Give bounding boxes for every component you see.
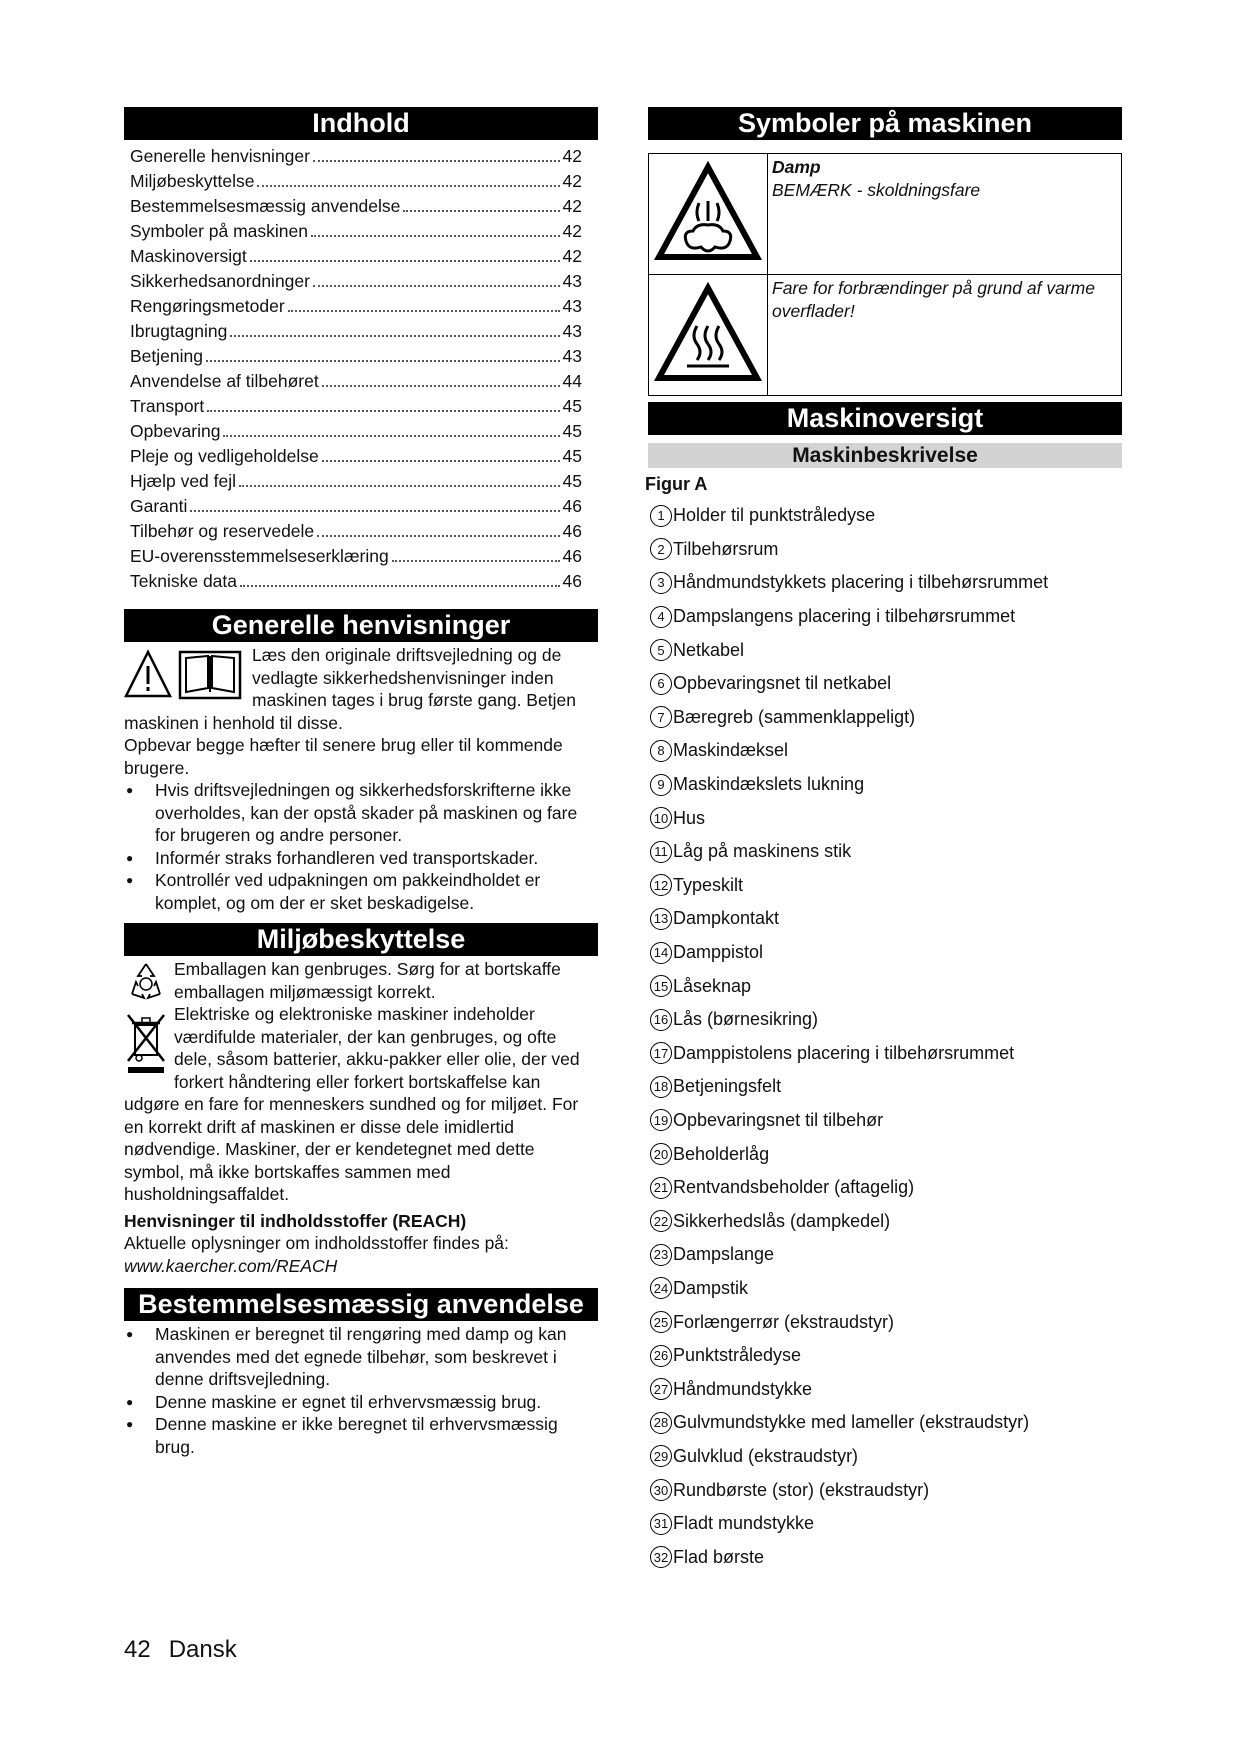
- part-number-badge: 3: [650, 572, 672, 594]
- footer-language: Dansk: [168, 1636, 237, 1663]
- overview-heading: Maskinoversigt: [648, 402, 1122, 435]
- environment-packaging: Emballagen kan genbruges. Sørg for at bortskaffe emballagen miljømæssigt korrekt.: [174, 959, 561, 1002]
- list-item: ● Hvis driftsvejledningen og sikkerhedsforskrifterne ikke overholdes, kan der opstå skader på maskinen og fare for brugeren og andre personer.: [124, 779, 598, 847]
- page-footer: [124, 1636, 237, 1664]
- toc-leader: [240, 585, 560, 587]
- toc-entry-page: 43: [562, 321, 582, 341]
- part-label: Holder til punktstråledyse: [673, 505, 876, 526]
- part-number-badge: 11: [650, 841, 672, 863]
- symbols-heading: Symboler på maskinen: [648, 107, 1122, 140]
- toc-entry[interactable]: [130, 544, 582, 569]
- part-number-badge: 6: [650, 673, 672, 695]
- part-label: Gulvmundstykke med lameller (ekstraudstyr): [673, 1412, 1030, 1433]
- list-item: [648, 701, 1122, 735]
- reach-title: Henvisninger til indholdsstoffer (REACH): [124, 1210, 467, 1231]
- part-label: Lås (børnesikring): [673, 1009, 819, 1030]
- list-item: [648, 1305, 1122, 1339]
- toc-entry-page: 42: [562, 171, 582, 191]
- toc-entry[interactable]: [130, 194, 582, 219]
- toc-entry[interactable]: [130, 219, 582, 244]
- warning-manual-icons: [124, 646, 244, 707]
- left-column: [124, 107, 598, 1458]
- part-number-badge: 17: [650, 1042, 672, 1064]
- toc-leader: [322, 385, 560, 387]
- part-label: Sikkerhedslås (dampkedel): [673, 1210, 891, 1231]
- list-item: [648, 1339, 1122, 1373]
- toc-entry-title: EU-overensstemmelseserklæring: [130, 546, 389, 566]
- toc-entry[interactable]: [130, 369, 582, 394]
- toc-entry-title: Maskinoversigt: [130, 246, 247, 266]
- list-item: [648, 1003, 1122, 1037]
- part-label: Maskindæksel: [673, 740, 789, 761]
- list-item: [648, 869, 1122, 903]
- toc-entry-page: 46: [562, 546, 582, 566]
- part-number-badge: 9: [650, 774, 672, 796]
- toc-leader: [322, 460, 560, 462]
- reach-url: www.kaercher.com/REACH: [124, 1255, 338, 1276]
- toc-entry-title: Anvendelse af tilbehøret: [130, 371, 319, 391]
- part-number-badge: 30: [650, 1479, 672, 1501]
- toc-entry[interactable]: [130, 244, 582, 269]
- part-label: Opbevaringsnet til tilbehør: [673, 1109, 884, 1130]
- list-item: [648, 633, 1122, 667]
- part-number-badge: 18: [650, 1076, 672, 1098]
- toc-entry-page: 44: [562, 371, 582, 391]
- part-label: Typeskilt: [673, 874, 744, 895]
- part-number-badge: 4: [650, 606, 672, 628]
- part-label: Dampslangens placering i tilbehørsrummet: [673, 606, 1016, 627]
- list-item: [648, 1540, 1122, 1574]
- part-label: Beholderlåg: [673, 1143, 770, 1164]
- part-number-badge: 19: [650, 1109, 672, 1131]
- toc-entry-page: 46: [562, 571, 582, 591]
- list-item: [648, 1104, 1122, 1138]
- list-item: [648, 801, 1122, 835]
- toc-entry-page: 45: [562, 396, 582, 416]
- parts-list: [648, 499, 1122, 1574]
- part-number-badge: 12: [650, 874, 672, 896]
- toc-entry[interactable]: [130, 294, 582, 319]
- part-number-badge: 29: [650, 1445, 672, 1467]
- figure-label: Figur A: [645, 474, 708, 494]
- toc-entry-title: Symboler på maskinen: [130, 221, 308, 241]
- toc-leader: [250, 260, 560, 262]
- list-item: [648, 1272, 1122, 1306]
- general-heading: Generelle henvisninger: [124, 609, 598, 642]
- toc-entry-page: 46: [562, 521, 582, 541]
- list-item: [648, 969, 1122, 1003]
- part-number-badge: 26: [650, 1345, 672, 1367]
- toc-leader: [223, 435, 559, 437]
- manual-book-icon: [180, 652, 240, 698]
- general-section: [124, 644, 598, 914]
- overview-subheading: Maskinbeskrivelse: [648, 443, 1122, 468]
- weee-icon-wrap: [124, 1011, 168, 1082]
- part-label: Flad børste: [673, 1546, 765, 1567]
- toc-leader: [311, 235, 560, 237]
- symbol-cell: [649, 275, 768, 395]
- part-number-badge: 13: [650, 908, 672, 930]
- toc-entry-title: Ibrugtagning: [130, 321, 228, 341]
- list-item: [648, 1473, 1122, 1507]
- part-label: Damppistolens placering i tilbehørsrummet: [673, 1042, 1015, 1063]
- list-item: ● Denne maskine er ikke beregnet til erhvervsmæssig brug.: [124, 1413, 598, 1458]
- list-item: [648, 566, 1122, 600]
- toc-entry-title: Opbevaring: [130, 421, 221, 441]
- part-number-badge: 27: [650, 1378, 672, 1400]
- toc-entry-title: Tekniske data: [130, 571, 238, 591]
- toc-entry-page: 43: [562, 346, 582, 366]
- list-item: [648, 1137, 1122, 1171]
- toc-entry-page: 45: [562, 471, 582, 491]
- toc-entry-title: Generelle henvisninger: [130, 146, 310, 166]
- list-item: ● Maskinen er beregnet til rengøring med damp og kan anvendes med det egnede tilbehør, som beskrevet i denne driftsvejledning.: [124, 1323, 598, 1391]
- list-item: [648, 600, 1122, 634]
- list-item: [648, 734, 1122, 768]
- part-number-badge: 21: [650, 1177, 672, 1199]
- list-item: [648, 1037, 1122, 1071]
- toc-leader: [288, 310, 560, 312]
- table-row: [649, 154, 1121, 274]
- part-number-badge: 25: [650, 1311, 672, 1333]
- part-label: Hus: [673, 807, 706, 828]
- reach-text: Aktuelle oplysninger om indholdsstoffer findes på:: [124, 1233, 509, 1253]
- toc-leader: [257, 185, 559, 187]
- toc-entry-title: Pleje og vedligeholdelse: [130, 446, 319, 466]
- toc-entry-page: 46: [562, 496, 582, 516]
- part-number-badge: 32: [650, 1546, 672, 1568]
- toc-leader: [392, 560, 560, 562]
- intended-use-heading: Bestemmelsesmæssig anvendelse: [124, 1288, 598, 1321]
- list-item: [648, 499, 1122, 533]
- toc-entry-title: Miljøbeskyttelse: [130, 171, 255, 191]
- part-number-badge: 5: [650, 639, 672, 661]
- list-item: [648, 1070, 1122, 1104]
- part-label: Håndmundstykkets placering i tilbehørsrummet: [673, 572, 1049, 593]
- toc-entry-title: Garanti: [130, 496, 188, 516]
- toc-entry[interactable]: [130, 444, 582, 469]
- toc-entry-title: Betjening: [130, 346, 203, 366]
- list-item: [648, 768, 1122, 802]
- toc-entry-page: 43: [562, 296, 582, 316]
- part-number-badge: 31: [650, 1513, 672, 1535]
- toc-entry-title: Bestemmelsesmæssig anvendelse: [130, 196, 401, 216]
- part-label: Låseknap: [673, 975, 752, 996]
- toc-entry[interactable]: [130, 569, 582, 594]
- steam-warning-icon: [653, 159, 763, 269]
- crossed-bin-icon: [124, 1011, 168, 1077]
- toc-entry-page: 45: [562, 421, 582, 441]
- part-label: Bæregreb (sammenklappeligt): [673, 706, 916, 727]
- list-item: [648, 667, 1122, 701]
- environment-section: [124, 958, 598, 1277]
- toc-entry[interactable]: [130, 494, 582, 519]
- symbol-description: [768, 275, 1121, 395]
- part-label: Rentvandsbeholder (aftagelig): [673, 1177, 915, 1198]
- toc-entry[interactable]: [130, 394, 582, 419]
- part-number-badge: 23: [650, 1244, 672, 1266]
- symbol-cell: [649, 154, 768, 274]
- list-item: [648, 1440, 1122, 1474]
- list-item: ● Kontrollér ved udpakningen om pakkeindholdet er komplet, og om der er sket beskadigelse.: [124, 869, 598, 914]
- environment-heading: Miljøbeskyttelse: [124, 923, 598, 956]
- toc-entry[interactable]: [130, 269, 582, 294]
- part-label: Rundbørste (stor) (ekstraudstyr): [673, 1479, 930, 1500]
- part-number-badge: 7: [650, 706, 672, 728]
- list-item: [648, 1238, 1122, 1272]
- toc-leader: [190, 510, 559, 512]
- symbol-text: Fare for forbrændinger på grund af varme overflader!: [772, 278, 1095, 321]
- table-row: [649, 274, 1121, 395]
- part-number-badge: 1: [650, 505, 672, 527]
- toc-entry[interactable]: [130, 469, 582, 494]
- warning-triangle-icon: [124, 646, 244, 702]
- list-item: [648, 902, 1122, 936]
- hot-surface-warning-icon: [653, 280, 763, 390]
- toc-leader: [313, 160, 560, 162]
- toc-entry-page: 42: [562, 246, 582, 266]
- toc-leader: [207, 410, 559, 412]
- toc-entry[interactable]: [130, 344, 582, 369]
- part-number-badge: 14: [650, 942, 672, 964]
- toc-leader: [403, 210, 559, 212]
- toc-leader: [239, 485, 560, 487]
- part-label: Tilbehørsrum: [673, 538, 779, 559]
- part-number-badge: 15: [650, 975, 672, 997]
- part-number-badge: 22: [650, 1210, 672, 1232]
- toc-entry[interactable]: [130, 169, 582, 194]
- toc-leader: [206, 360, 560, 362]
- part-label: Forlængerrør (ekstraudstyr): [673, 1311, 895, 1332]
- toc-entry-title: Sikkerhedsanordninger: [130, 271, 310, 291]
- toc-entry[interactable]: [130, 144, 582, 169]
- symbol-text: BEMÆRK - skoldningsfare: [772, 179, 981, 200]
- toc-entry-page: 45: [562, 446, 582, 466]
- toc-entry-page: 42: [562, 221, 582, 241]
- list-item: [648, 1507, 1122, 1541]
- page-number: 42: [124, 1636, 151, 1663]
- toc-entry[interactable]: [130, 519, 582, 544]
- intended-use-bullets: [124, 1323, 598, 1458]
- toc-entry[interactable]: [130, 419, 582, 444]
- general-intro: Læs den originale driftsvejledning og de vedlagte sikkerhedshenvisninger inden maskinen tages i brug første gang. Betjen maskinen i henhold til disse.: [124, 645, 576, 733]
- right-column: [645, 107, 1122, 1574]
- list-item: [648, 1406, 1122, 1440]
- toc-leader: [230, 335, 559, 337]
- list-item: [648, 1204, 1122, 1238]
- toc-heading: Indhold: [124, 107, 598, 140]
- toc-entry-title: Tilbehør og reservedele: [130, 521, 315, 541]
- part-number-badge: 20: [650, 1143, 672, 1165]
- list-item: [648, 533, 1122, 567]
- toc-entry-page: 43: [562, 271, 582, 291]
- toc-entry-title: Hjælp ved fejl: [130, 471, 237, 491]
- part-label: Dampkontakt: [673, 908, 780, 929]
- part-label: Maskindækslets lukning: [673, 774, 865, 795]
- toc-leader: [313, 285, 560, 287]
- part-label: Netkabel: [673, 639, 745, 660]
- part-label: Gulvklud (ekstraudstyr): [673, 1445, 859, 1466]
- symbol-title: Damp: [772, 157, 821, 177]
- environment-electronics: Elektriske og elektroniske maskiner indeholder værdifulde materialer, der kan genbruges, og ofte dele, såsom batterier, akku-pakker eller olie, der ved forkert håndtering eller forkert bortskaffelse kan udgøre en fare for menneskers sundhed og for miljøet. For en korrekt drift af maskinen er disse dele imidlertid nødvendige. Maskiner, der er kendetegnet med dette symbol, må ikke bortskaffes sammen med husholdningsaffaldet.: [124, 1004, 580, 1204]
- list-item: [648, 1171, 1122, 1205]
- part-number-badge: 16: [650, 1009, 672, 1031]
- general-keep: Opbevar begge hæfter til senere brug eller til kommende brugere.: [124, 735, 563, 778]
- list-item: [648, 835, 1122, 869]
- symbol-description: [768, 154, 1121, 274]
- part-number-badge: 8: [650, 740, 672, 762]
- list-item: ● Denne maskine er egnet til erhvervsmæssig brug.: [124, 1391, 598, 1414]
- toc-entry[interactable]: [130, 319, 582, 344]
- recycle-icon-wrap: [124, 960, 168, 1009]
- part-label: Fladt mundstykke: [673, 1513, 815, 1534]
- part-label: Betjeningsfelt: [673, 1076, 782, 1097]
- part-number-badge: 24: [650, 1277, 672, 1299]
- list-item: ● Informér straks forhandleren ved transportskader.: [124, 847, 598, 870]
- toc-entry-page: 42: [562, 196, 582, 216]
- part-label: Håndmundstykke: [673, 1378, 813, 1399]
- general-bullets: [124, 779, 598, 914]
- part-label: Opbevaringsnet til netkabel: [673, 673, 892, 694]
- part-label: Dampslange: [673, 1244, 775, 1265]
- symbols-table: [648, 153, 1122, 396]
- part-label: Damppistol: [673, 942, 764, 963]
- part-number-badge: 28: [650, 1412, 672, 1434]
- list-item: [648, 936, 1122, 970]
- part-label: Punktstråledyse: [673, 1345, 802, 1366]
- part-number-badge: 2: [650, 538, 672, 560]
- toc-entry-title: Rengøringsmetoder: [130, 296, 285, 316]
- toc-leader: [317, 535, 559, 537]
- part-label: Dampstik: [673, 1277, 749, 1298]
- toc-entry-page: 42: [562, 146, 582, 166]
- recycle-icon: [124, 960, 168, 1004]
- list-item: [648, 1372, 1122, 1406]
- part-number-badge: 10: [650, 807, 672, 829]
- table-of-contents: [130, 144, 582, 594]
- toc-entry-title: Transport: [130, 396, 205, 416]
- part-label: Låg på maskinens stik: [673, 841, 852, 862]
